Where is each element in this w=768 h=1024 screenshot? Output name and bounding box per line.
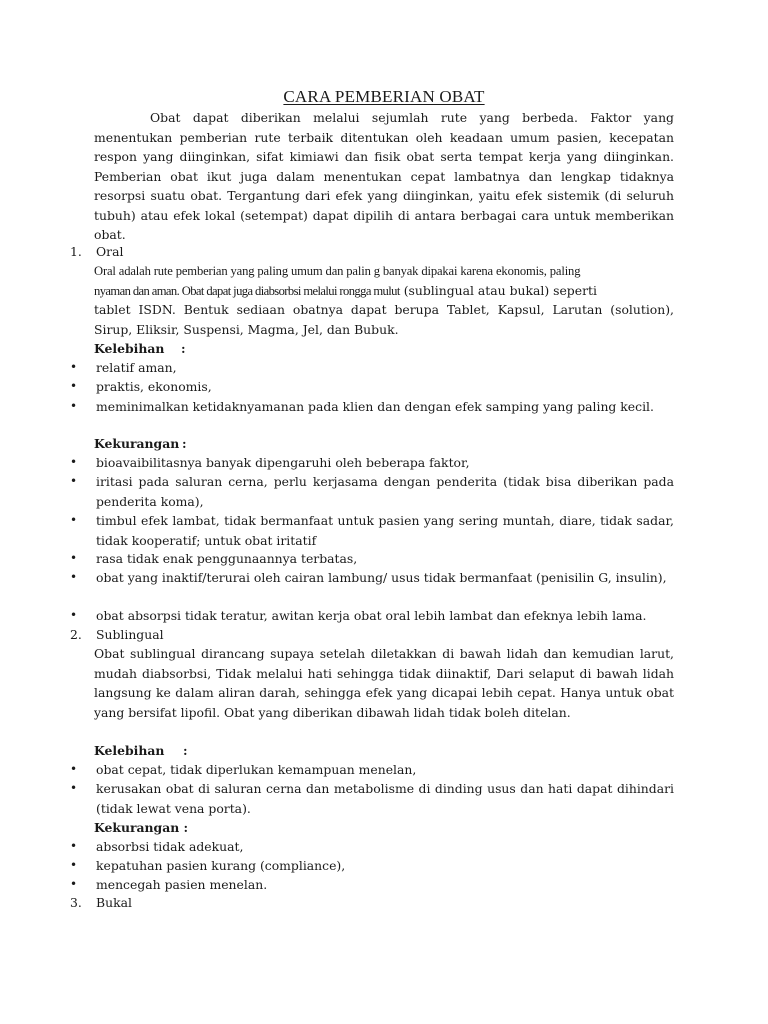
bullet-icon: • xyxy=(70,839,78,853)
bullet-icon: • xyxy=(70,877,78,891)
list-item: praktis, ekonomis, xyxy=(96,379,212,394)
list-item: obat cepat, tidak diperlukan kemampuan menelan, xyxy=(96,762,417,777)
bullet-icon: • xyxy=(70,858,78,872)
bullet-icon: • xyxy=(70,608,78,622)
list-item: obat yang inaktif/terurai oleh cairan lambung/ usus tidak bermanfaat (penisilin G, insulin), xyxy=(96,570,667,585)
section-heading-bukal: Bukal xyxy=(96,895,132,910)
list-item: obat absorpsi tidak teratur, awitan kerja obat oral lebih lambat dan efeknya lebih lama. xyxy=(96,608,647,623)
oral-kekurangan-label: Kekurangan xyxy=(94,436,180,451)
section-number: 2. xyxy=(70,627,82,642)
section-number: 1. xyxy=(70,244,82,259)
list-item: rasa tidak enak penggunaannya terbatas, xyxy=(96,551,358,566)
list-item: kerusakan obat di saluran cerna dan metabolisme di dinding usus dan hati dapat dihindari (tidak lewat vena porta). xyxy=(96,781,674,816)
bullet-icon: • xyxy=(70,551,78,565)
list-item: bioavaibilitasnya banyak dipengaruhi oleh beberapa faktor, xyxy=(96,455,470,470)
oral-desc-rest: tablet ISDN. Bentuk sediaan obatnya dapat berupa Tablet, Kapsul, Larutan (solution), Sirup, Eliksir, Suspensi, Magma, Jel, dan Bubuk. xyxy=(94,302,674,337)
sublingual-kelebihan-label: Kelebihan xyxy=(94,743,165,758)
sublingual-desc: Obat sublingual dirancang supaya setelah diletakkan di bawah lidah dan kemudian larut, mudah diabsorbsi, Tidak melalui hati sehingga tidak diinaktif, Dari selaput di bawah lidah langsung ke dalam aliran darah, sehingga efek yang dicapai lebih cepat. Hanya untuk obat yang bersifat lipofil. Obat yang diberikan dibawah lidah tidak boleh ditelan. xyxy=(94,646,674,720)
list-item: mencegah pasien menelan. xyxy=(96,877,268,892)
bullet-icon: • xyxy=(70,455,78,469)
section-heading-oral: Oral xyxy=(96,244,124,259)
sublingual-kekurangan-label: Kekurangan : xyxy=(94,820,189,835)
oral-desc-line-2 xyxy=(94,281,597,302)
oral-desc-line-2b: (sublingual atau bukal) seperti xyxy=(399,283,597,298)
intro-paragraph: Obat dapat diberikan melalui sejumlah rute yang berbeda. Faktor yang menentukan pemberian rute terbaik ditentukan oleh keadaan umum pasien, kecepatan respon yang diinginkan, sifat kimiawi dan fisik obat serta tempat kerja yang diinginkan. Pemberian obat ikut juga dalam menentukan cepat lambatnya dan lengkap tidaknya resorpsi suatu obat. Tergantung dari efek yang diinginkan, yaitu efek sistemik (di seluruh tubuh) atau efek lokal (setempat) dapat dipilih di antara berbagai cara untuk memberikan obat. xyxy=(94,110,674,242)
oral-kekurangan-colon: : xyxy=(182,436,187,451)
oral-desc-line-1: Oral adalah rute pemberian yang paling umum dan palin g banyak dipakai karena ekonomis, paling xyxy=(94,264,581,278)
bullet-icon: • xyxy=(70,379,78,393)
list-item: absorbsi tidak adekuat, xyxy=(96,839,244,854)
bullet-icon: • xyxy=(70,570,78,584)
sublingual-kelebihan-colon: : xyxy=(183,743,188,758)
list-item: timbul efek lambat, tidak bermanfaat untuk pasien yang sering muntah, diare, tidak sadar, tidak kooperatif; untuk obat iritatif xyxy=(96,513,674,548)
bullet-icon: • xyxy=(70,513,78,527)
oral-kelebihan-label: Kelebihan xyxy=(94,341,165,356)
section-number: 3. xyxy=(70,895,82,910)
oral-kelebihan-colon: : xyxy=(181,341,186,356)
list-item: meminimalkan ketidaknyamanan pada klien dan dengan efek samping yang paling kecil. xyxy=(96,399,654,414)
bullet-icon: • xyxy=(70,474,78,488)
bullet-icon: • xyxy=(70,399,78,413)
oral-desc-line-2a: nyaman dan aman. Obat dapat juga diabsorbsi melalui rongga mulut xyxy=(94,284,400,298)
bullet-icon: • xyxy=(70,762,78,776)
list-item: relatif aman, xyxy=(96,360,177,375)
bullet-icon: • xyxy=(70,781,78,795)
list-item: iritasi pada saluran cerna, perlu kerjasama dengan penderita (tidak bisa diberikan pada penderita koma), xyxy=(96,474,674,509)
list-item: kepatuhan pasien kurang (compliance), xyxy=(96,858,346,873)
bullet-icon: • xyxy=(70,360,78,374)
document-title: CARA PEMBERIAN OBAT xyxy=(283,87,485,106)
section-heading-sublingual: Sublingual xyxy=(96,627,164,642)
